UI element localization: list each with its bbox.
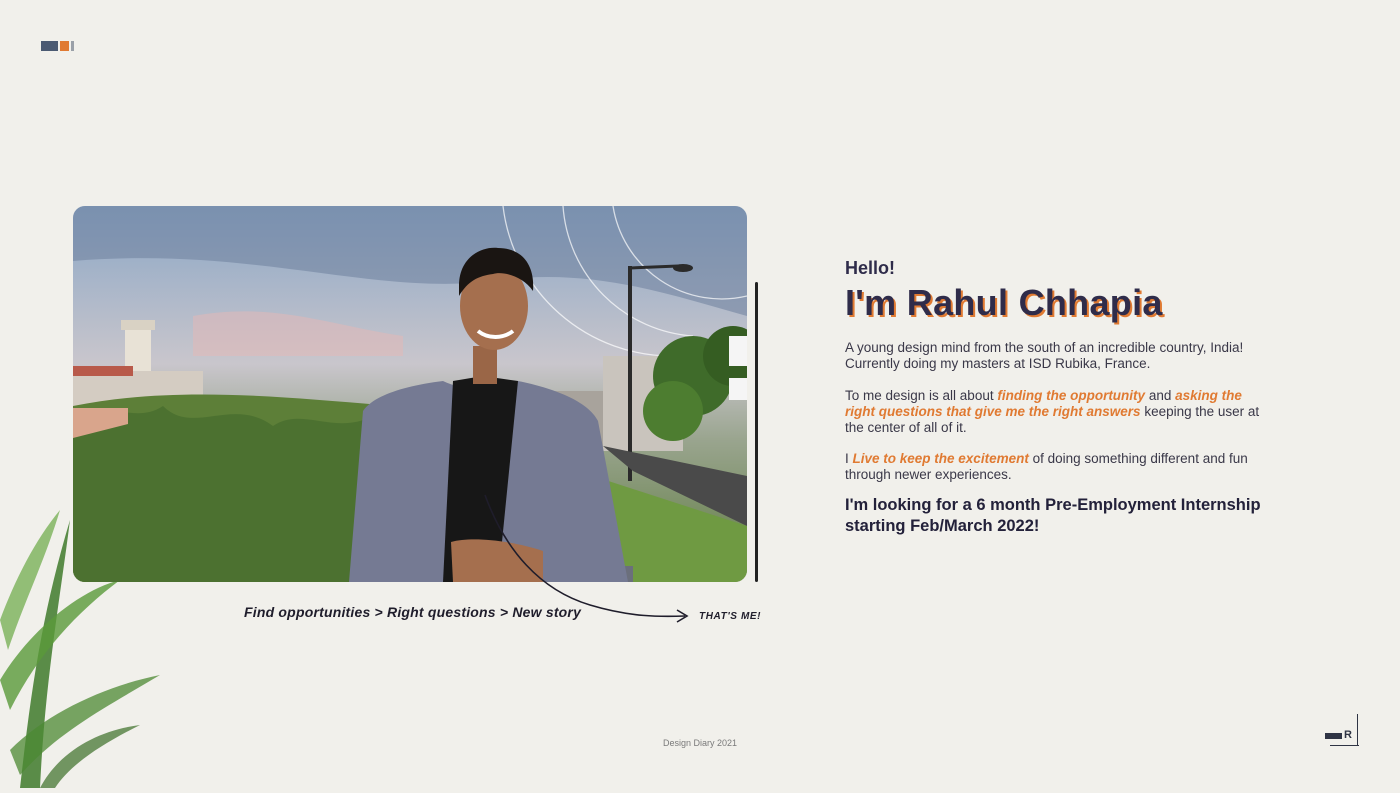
page-mark-letter: R [1344, 729, 1352, 741]
logo-block-blue [41, 41, 58, 51]
highlight-opportunity: finding the opportunity [997, 388, 1146, 403]
excitement-paragraph: I Live to keep the excitement of doing something different and fun through newer experiences. [845, 451, 1248, 482]
logo-block-grey [71, 41, 74, 51]
thats-me-label: THAT'S ME! [699, 611, 762, 622]
footer-text: Design Diary 2021 [662, 738, 738, 748]
brand-logo [41, 41, 77, 51]
highlight-excitement: Live to keep the excitement [852, 451, 1029, 466]
vertical-divider [755, 282, 758, 582]
highlight-questions: asking the right questions that give me the right answers [845, 388, 1242, 419]
intro-paragraph: A young design mind from the south of an incredible country, India! Currently doing my masters at ISD Rubika, France. [845, 340, 1244, 371]
design-philosophy-paragraph: To me design is all about finding the opportunity and asking the right questions that give me the right answers keeping the user at the center of all of it. [845, 388, 1260, 435]
page-mark [1322, 714, 1360, 746]
internship-callout: I'm looking for a 6 month Pre-Employment Internship starting Feb/March 2022! [845, 496, 1261, 535]
page-title: I'm Rahul Chhapia [845, 282, 1163, 323]
tagline: Find opportunities > Right questions > New story [244, 604, 582, 620]
page-mark-bar [1325, 733, 1342, 739]
logo-block-orange [60, 41, 69, 51]
greeting: Hello! [845, 258, 896, 278]
